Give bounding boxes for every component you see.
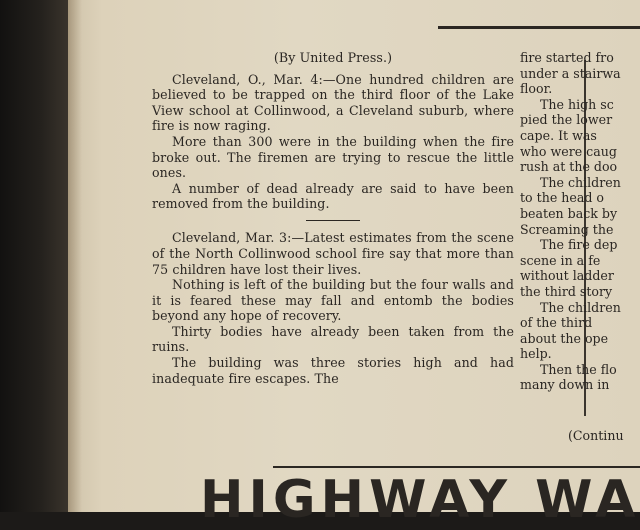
side-column-line: The fire dep [540,237,618,253]
side-column-line: rush at the doo [520,159,618,175]
page-edge-shadow [68,0,82,512]
article-paragraph: Nothing is left of the building but the four walls and it is feared these may fall and entomb the bodies beyond any hope of recovery. [152,277,514,324]
article-paragraph: The building was three stories high and had inadequate fire escapes. The [152,355,514,386]
side-column-line: about the ope [520,330,609,346]
article-paragraph: Cleveland, O., Mar. 4:—One hundred children are believed to be trapped on the third floor of the Lake View school at Collinwood, a Cleveland suburb, where fire is now raging. [152,71,514,134]
side-column-line: beaten back by [520,205,618,221]
side-column-line: Screaming the [520,221,614,237]
side-column-line: scene in a fe [520,252,601,268]
side-column-line: without ladder [520,268,614,284]
side-column-line: The children [540,299,621,315]
side-column-line: many down in [520,377,610,393]
side-column-line: help. [520,346,552,362]
side-column-line: floor. [520,81,553,97]
bottom-rule [273,466,640,468]
section-divider [306,220,360,221]
article-paragraph: Cleveland, Mar. 3:—Latest estimates from the scene of the North Collinwood school fire say that more than 75 children have lost their lives. [152,230,514,277]
article-paragraph: Thirty bodies have already been taken from the ruins. [152,323,514,355]
side-column-line: under a stairwa [520,65,621,81]
side-column-line: Then the flo [540,361,617,377]
side-column-line: to the head o [520,190,604,206]
byline: (By United Press.) [273,50,393,65]
side-column-line: The high sc [540,96,614,112]
continued-note: (Continu [568,428,624,443]
article-paragraph: More than 300 were in the building when the fire broke out. The firemen are trying to rescue the little ones. [152,133,514,181]
side-column-line: cape. It was [520,127,597,143]
article-paragraph: A number of dead already are said to have been removed from the building. [152,180,514,212]
side-column-line: of the third [520,315,593,331]
side-column-line: The children [540,174,621,190]
binding-spine [0,0,68,512]
side-column [520,50,640,393]
article-column [152,50,514,386]
side-column-line: the third story [520,283,613,299]
headline: HIGHWAY WA [200,470,640,530]
top-rule [438,26,640,29]
side-column-line: who were caug [520,143,617,159]
side-column-line: pied the lower [520,112,613,128]
side-column-line: fire started fro [520,50,614,65]
